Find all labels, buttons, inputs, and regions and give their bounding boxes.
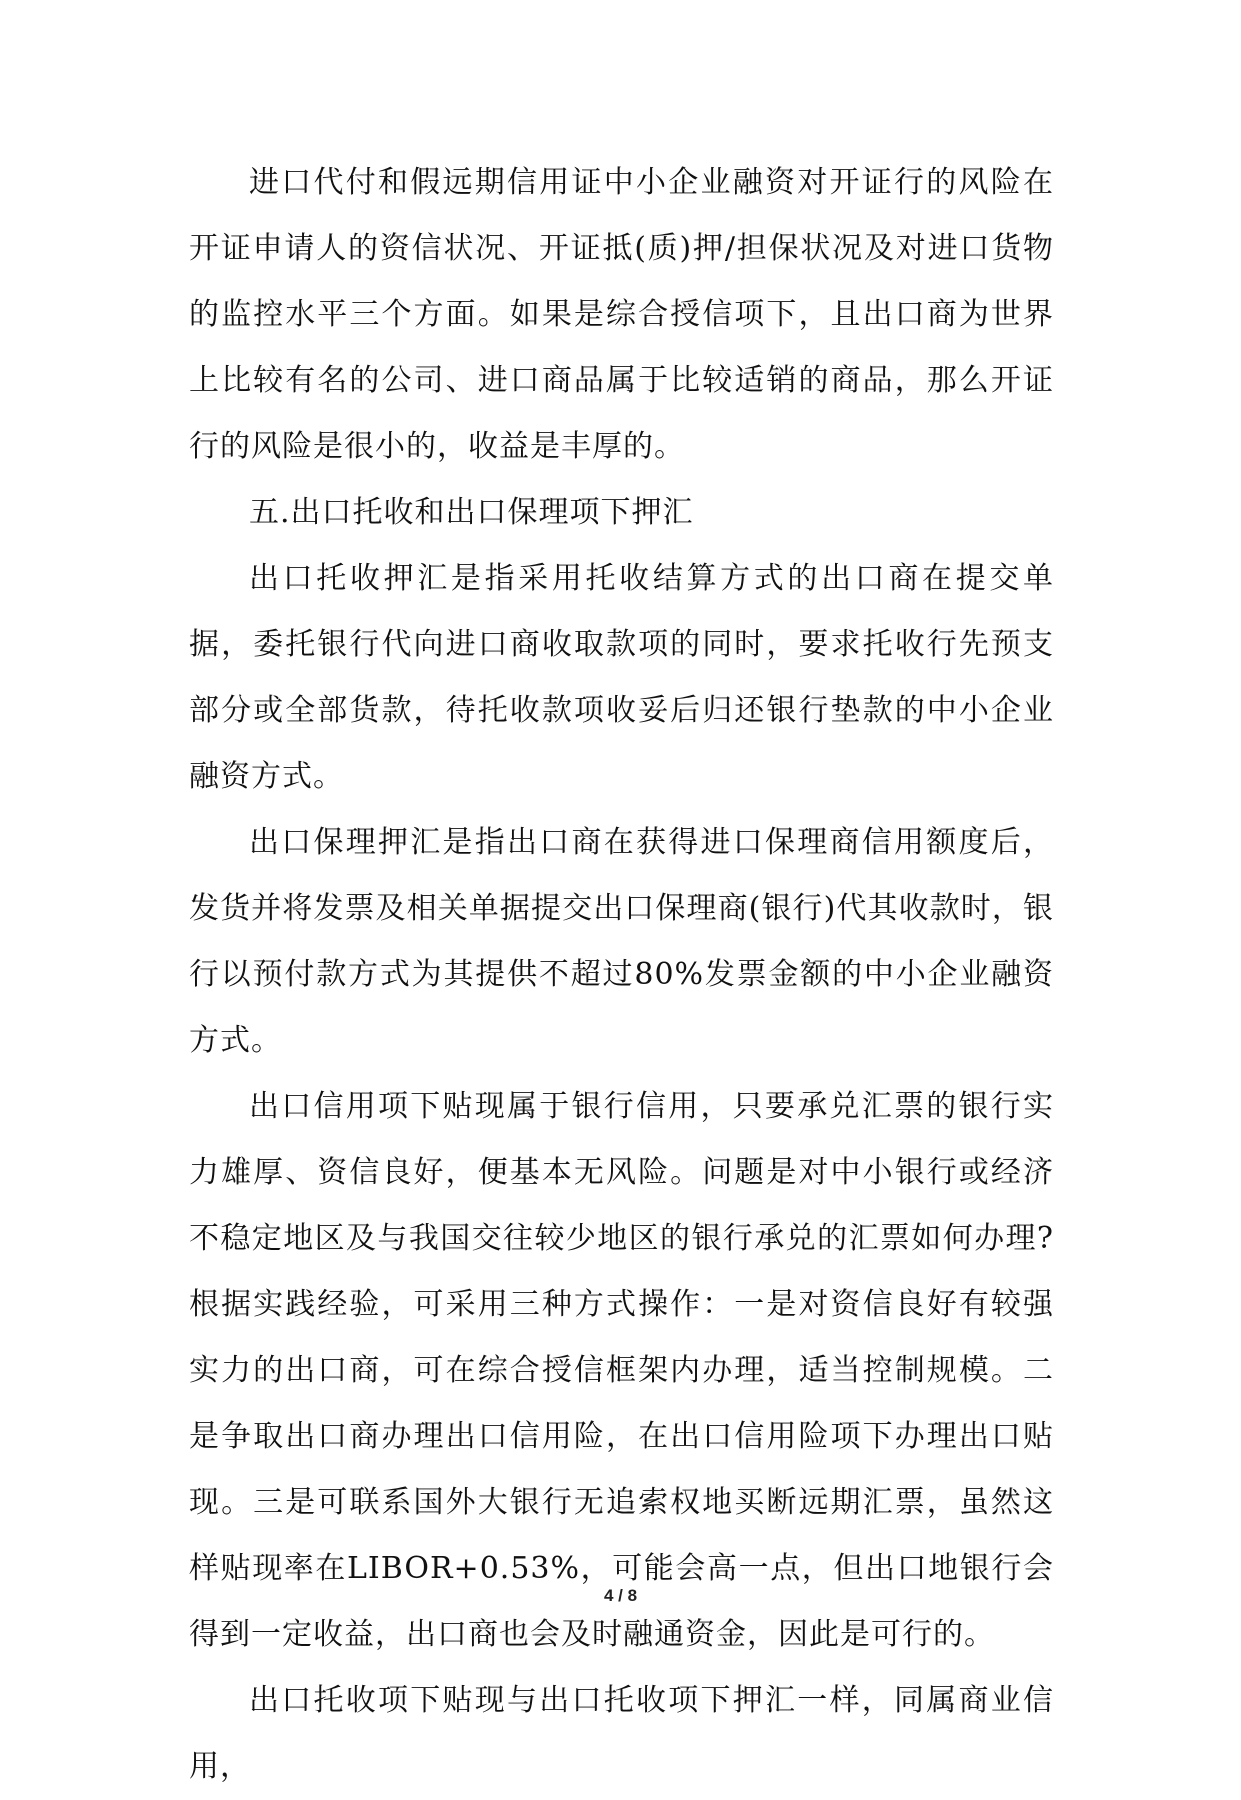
paragraph-export-collection-negotiation: 出口托收押汇是指采用托收结算方式的出口商在提交单据，委托银行代向进口商收取款项的同时，要求托收行先预支部分或全部货款，待托收款项收妥后归还银行垫款的中小企业融资方式。 bbox=[189, 561, 1054, 794]
paragraph-export-factoring-negotiation: 出口保理押汇是指出口商在获得进口保理商信用额度后，发货并将发票及相关单据提交出口保理商(银行)代其收款时，银行以预付款方式为其提供不超过80%发票金额的中小企业融资方式。 bbox=[189, 825, 1054, 1058]
paragraph-import-financing-risk: 进口代付和假远期信用证中小企业融资对开证行的风险在开证申请人的资信状况、开证抵(质)押/担保状况及对进口货物的监控水平三个方面。如果是综合授信项下，且出口商为世界上比较有名的公司、进口商品属于比较适销的商品，那么开证行的风险是很小的，收益是丰厚的。 bbox=[189, 165, 1054, 464]
page-number: 4 / 8 bbox=[603, 1586, 638, 1605]
paragraph-export-collection-discount: 出口托收项下贴现与出口托收项下押汇一样，同属商业信用， bbox=[189, 1683, 1054, 1784]
section-heading: 五.出口托收和出口保理项下押汇 bbox=[249, 495, 694, 530]
paragraph-export-credit-discount: 出口信用项下贴现属于银行信用，只要承兑汇票的银行实力雄厚、资信良好，便基本无风险。问题是对中小银行或经济不稳定地区及与我国交往较少地区的银行承兑的汇票如何办理?根据实践经验，可采用三种方式操作：一是对资信良好有较强实力的出口商，可在综合授信框架内办理，适当控制规模。二是争取出口商办理出口信用险，在出口信用险项下办理出口贴现。三是可联系国外大银行无追索权地买断远期汇票，虽然这样贴现率在LIBOR+0.53%，可能会高一点，但出口地银行会得到一定收益，出口商也会及时融通资金，因此是可行的。 bbox=[189, 1089, 1054, 1652]
document-body bbox=[189, 150, 1054, 1800]
